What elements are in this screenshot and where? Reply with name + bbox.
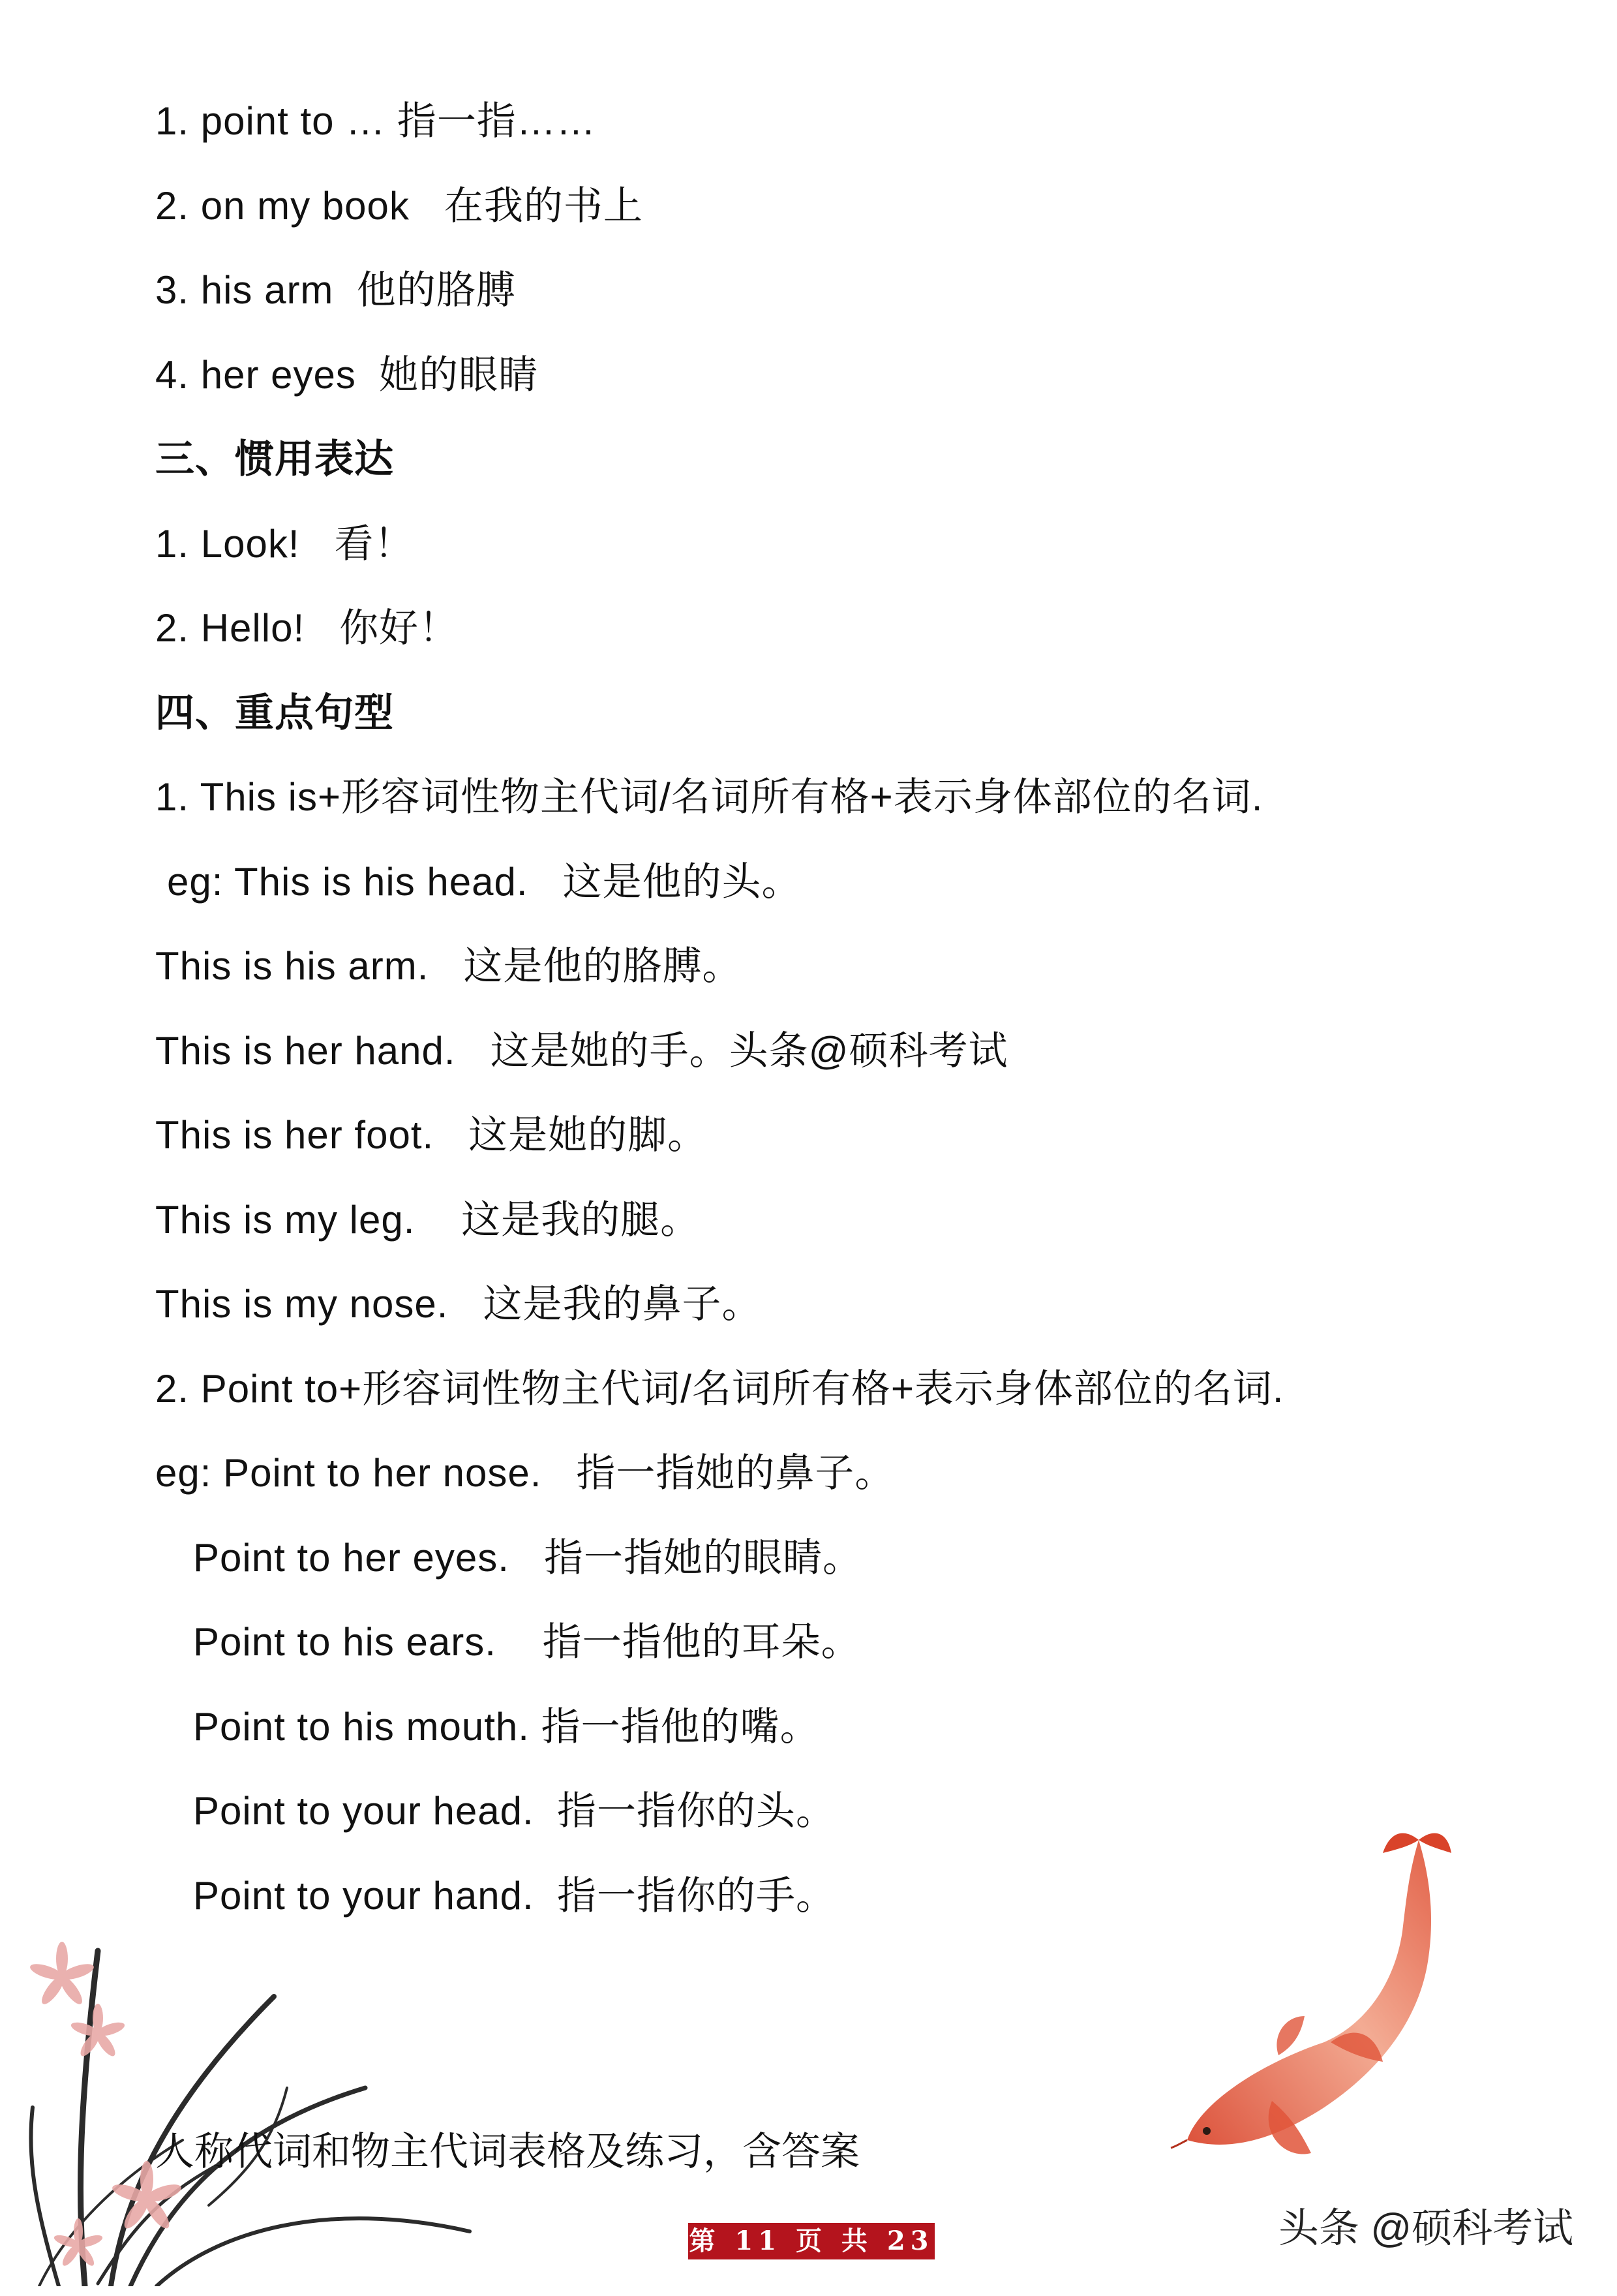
koi-fish-icon bbox=[1161, 1827, 1461, 2179]
page-number-badge: 第 11 页 共 23 页 bbox=[688, 2223, 935, 2259]
vocab-line-2: 2. on my book 在我的书上 bbox=[155, 184, 643, 228]
expression-line-2: 2. Hello! 你好！ bbox=[155, 606, 459, 650]
example-line: This is my leg. 这是我的腿。 bbox=[155, 1198, 701, 1242]
example-line: This is his arm. 这是他的胳膊。 bbox=[155, 944, 742, 988]
pattern-line-1: 1. This is+形容词性物主代词/名词所有格+表示身体部位的名词. bbox=[155, 775, 1263, 819]
example-line: This is her foot. 这是她的脚。 bbox=[155, 1113, 708, 1157]
example-line: Point to your head. 指一指你的头。 bbox=[193, 1789, 836, 1833]
example-line: Point to your hand. 指一指你的手。 bbox=[193, 1874, 836, 1918]
example-line: This is her hand. 这是她的手。头条@硕科考试 bbox=[155, 1029, 1008, 1073]
watermark-text: 头条 @硕科考试 bbox=[1278, 2206, 1574, 2251]
vocab-line-3: 3. his arm 他的胳膊 bbox=[155, 268, 516, 312]
example-line: eg: This is his head. 这是他的头。 bbox=[167, 860, 802, 904]
pattern-line-2: 2. Point to+形容词性物主代词/名词所有格+表示身体部位的名词. bbox=[155, 1367, 1284, 1411]
vocab-line-1: 1. point to … 指一指…… bbox=[155, 99, 596, 143]
example-line: Point to his mouth. 指一指他的嘴。 bbox=[193, 1705, 820, 1749]
example-line: Point to his ears. 指一指他的耳朵。 bbox=[193, 1620, 861, 1664]
example-line: This is my nose. 这是我的鼻子。 bbox=[155, 1282, 762, 1326]
expression-line-1: 1. Look! 看！ bbox=[155, 522, 414, 566]
section-heading-sentences: 四、重点句型 bbox=[155, 691, 394, 735]
example-line: eg: Point to her nose. 指一指她的鼻子。 bbox=[155, 1451, 895, 1495]
example-line: Point to her eyes. 指一指她的眼睛。 bbox=[193, 1536, 862, 1580]
section-heading-expressions: 三、惯用表达 bbox=[155, 437, 394, 481]
vocab-line-4: 4. her eyes 她的眼睛 bbox=[155, 353, 539, 397]
orchid-leaves-icon bbox=[0, 1892, 496, 2286]
document-caption: 人称代词和物主代词表格及练习，含答案 bbox=[155, 2130, 860, 2173]
